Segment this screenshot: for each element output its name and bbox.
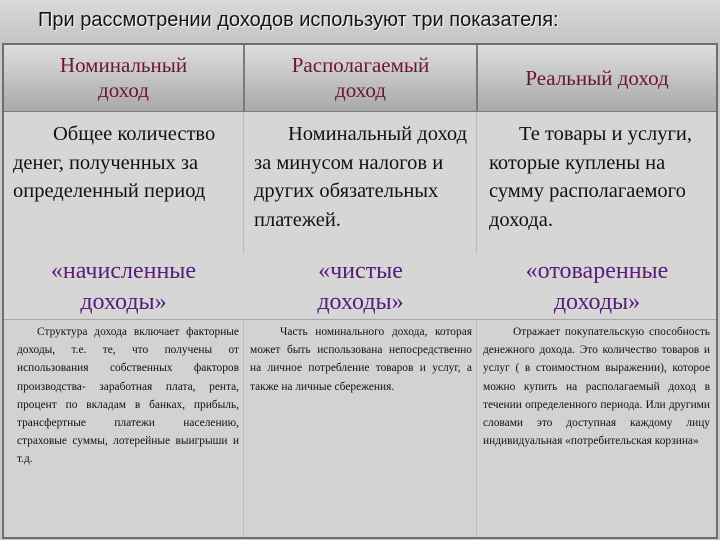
header-label: Номинальный доход bbox=[59, 53, 188, 102]
definition-real-income bbox=[477, 112, 717, 254]
income-indicators-table bbox=[3, 44, 717, 538]
slide-title-bar bbox=[0, 0, 720, 44]
detail-text: Часть номинального дохода, которая может быть использована непосредственно на личное потребление товаров и услуг, а также на личные сбережения. bbox=[250, 326, 472, 393]
slide-title: При рассмотрении доходов используют три показателя: bbox=[38, 9, 559, 31]
header-label: Реальный доход bbox=[525, 65, 669, 90]
detail-text: Структура дохода включает факторные доходы, т.е. те, что получены от использования собственных факторов производства- заработная плата, рента, процент по вкладам в банках, прибыль, трансфертные платежи населению, страховые суммы, лотерейные выигрыши и т.д. bbox=[17, 326, 239, 466]
detail-nominal-income bbox=[3, 320, 244, 538]
definition-text: Те товары и услуги, которые куплены на сумму располагаемого дохода. bbox=[489, 123, 692, 231]
quote-text: «отоваренные доходы» bbox=[525, 258, 669, 315]
quote-real-income bbox=[477, 254, 717, 320]
definition-nominal-income bbox=[3, 112, 244, 254]
detail-disposable-income bbox=[244, 320, 477, 538]
quote-disposable-income bbox=[244, 254, 477, 320]
quote-text: «чистые доходы» bbox=[317, 258, 404, 315]
definition-disposable-income bbox=[244, 112, 477, 254]
header-real-income bbox=[477, 44, 717, 112]
quote-nominal-income bbox=[3, 254, 244, 320]
detail-real-income bbox=[477, 320, 717, 538]
header-nominal-income bbox=[3, 44, 244, 112]
detail-text: Отражает покупательскую способность денежного дохода. Это количество товаров и услуг ( в стоимостном выражении), которое можно купить на располагаемый доход в течении определенного периода. Или другими словами это доступная каждому лицу индивидуальная «потребительская корзина» bbox=[483, 326, 710, 448]
quote-text: «начисленные доходы» bbox=[50, 258, 197, 315]
header-label: Располагаемый доход bbox=[291, 53, 430, 102]
definition-text: Номинальный доход за минусом налогов и других обязательных платежей. bbox=[254, 123, 468, 231]
definition-text: Общее количество денег, полученных за определенный период bbox=[13, 123, 216, 202]
header-disposable-income bbox=[244, 44, 477, 112]
